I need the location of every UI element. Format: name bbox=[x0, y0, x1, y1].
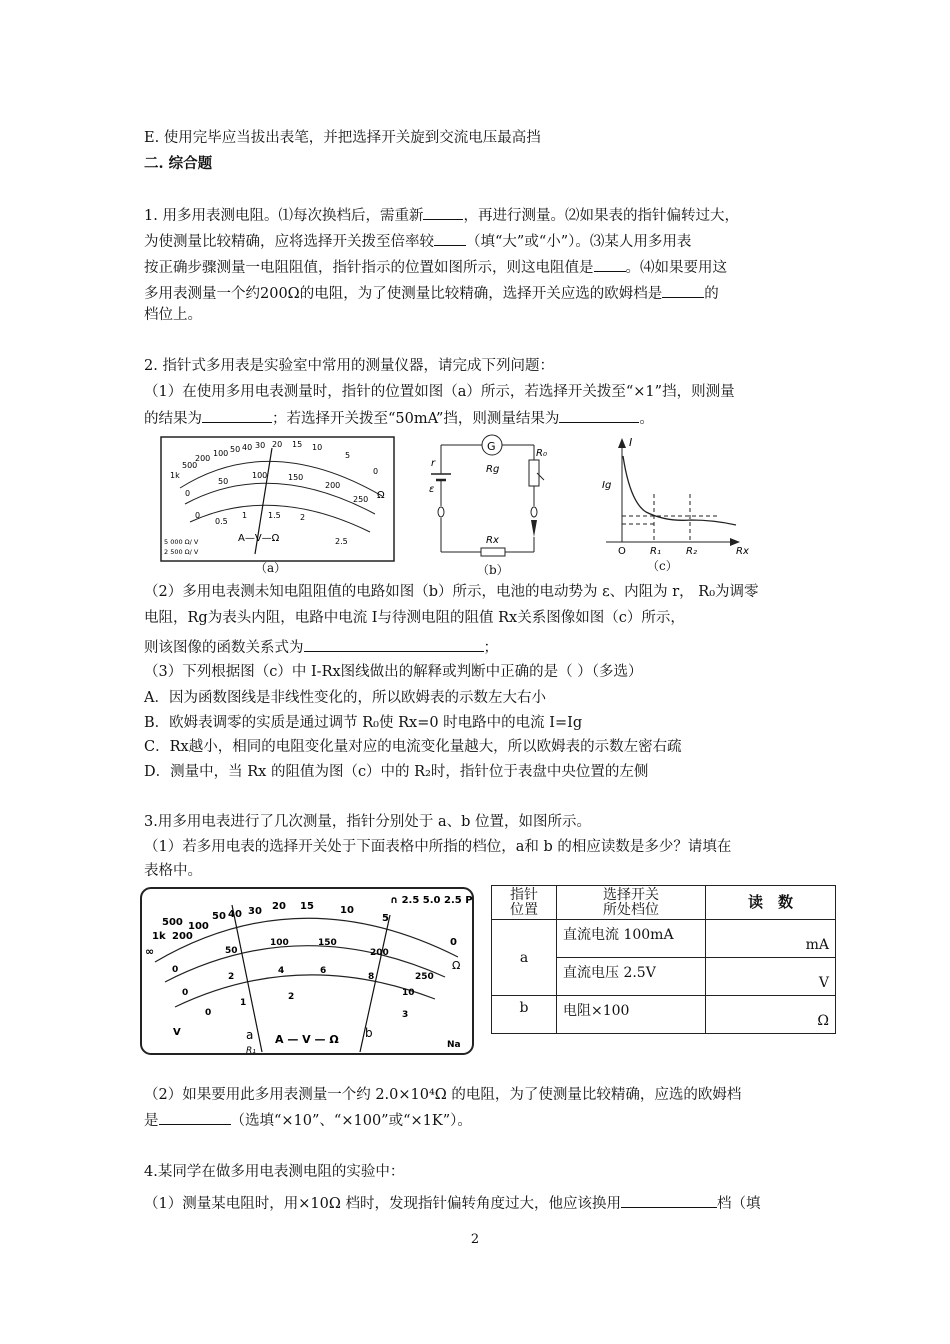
rx-label: Rx bbox=[486, 535, 499, 546]
page-number: 2 bbox=[470, 1232, 480, 1247]
center-label: A—V—Ω bbox=[238, 533, 280, 544]
ac3-6: 6 bbox=[320, 966, 327, 976]
ohm-500: 500 bbox=[162, 917, 183, 928]
ac3-2: 2 bbox=[228, 972, 235, 982]
q2-line7: （3）下列根据图（c）中 I-Rx图线做出的解释或判断中正确的是（ ）（多选） bbox=[144, 664, 643, 680]
ohm-label-200: 200 bbox=[195, 454, 211, 463]
omega-3: Ω bbox=[452, 959, 461, 972]
q3-line3: 表格中。 bbox=[144, 863, 202, 879]
r1-3: R₁ bbox=[246, 1046, 256, 1056]
header-range: 选择开关 所处档位 bbox=[557, 886, 706, 920]
ohm-15: 15 bbox=[300, 901, 314, 912]
ac2-0: 0 bbox=[205, 1008, 212, 1018]
row-a-unit[interactable]: mA bbox=[706, 920, 836, 958]
q2-option-c: C．Rx越小，相同的电阻变化量对应的电流变化量越大，所以欧姆表的示数左密右疏 bbox=[144, 739, 682, 755]
ohm-label-50: 50 bbox=[230, 445, 241, 454]
q1-line5: 档位上。 bbox=[144, 307, 202, 323]
ac-1: 1 bbox=[242, 511, 248, 520]
figure-b-circuit bbox=[426, 432, 560, 562]
ac3-8: 8 bbox=[368, 972, 375, 982]
dc-200: 200 bbox=[325, 481, 341, 490]
dc3-150: 150 bbox=[318, 938, 337, 948]
ohm-label-500: 500 bbox=[182, 461, 198, 470]
q2-line2: （1）在使用多用电表测量时，指针的位置如图（a）所示，若选择开关拨至“×1”挡，则测量 bbox=[144, 384, 735, 400]
ohm-label-5: 5 bbox=[345, 451, 351, 460]
dc-0: 0 bbox=[185, 489, 191, 498]
ac-05: 0.5 bbox=[215, 517, 228, 526]
dc3-50: 50 bbox=[225, 946, 238, 956]
header-position: 指针 位置 bbox=[492, 886, 557, 920]
row-b-position: b bbox=[492, 996, 557, 1034]
dc-50: 50 bbox=[218, 477, 229, 486]
caption-b: （b） bbox=[477, 563, 509, 577]
omega-label: Ω bbox=[377, 490, 385, 501]
q3-line1: 3.用多用电表进行了几次测量，指针分别处于 a、b 位置，如图所示。 bbox=[144, 814, 591, 830]
left-label-2: 2 500 Ω/ V bbox=[164, 548, 199, 556]
ac-25: 2.5 bbox=[335, 537, 348, 546]
r0-label: R₀ bbox=[536, 448, 547, 459]
q2-line1: 2. 指针式多用表是实验室中常用的测量仪器，请完成下列问题： bbox=[144, 358, 554, 374]
ohm-label-30: 30 bbox=[255, 441, 266, 450]
ohm-20: 20 bbox=[272, 901, 286, 912]
center-3: A — V — Ω bbox=[275, 1033, 339, 1046]
galvanometer-label: G bbox=[487, 440, 496, 453]
q4-line1: 4.某同学在做多用电表测电阻的实验中： bbox=[144, 1164, 405, 1180]
ohm-10: 10 bbox=[340, 905, 354, 916]
dc3-250: 250 bbox=[415, 972, 434, 982]
dc3-200: 200 bbox=[370, 948, 389, 958]
ohm-100: 100 bbox=[188, 921, 209, 932]
left-label-1: 5 000 Ω/ V bbox=[164, 538, 199, 546]
caption-c: （c） bbox=[647, 559, 678, 573]
emf-label: ε bbox=[429, 484, 435, 495]
r1-label: R₁ bbox=[650, 546, 661, 557]
ohm-50: 50 bbox=[212, 911, 226, 922]
ohm-label-100: 100 bbox=[213, 449, 229, 458]
ohm-label-15: 15 bbox=[292, 440, 303, 449]
q1-line3: 按正确步骤测量一电阻阻值，指针指示的位置如图所示，则这电阻值是 。⑷如果要用这 bbox=[144, 257, 727, 278]
q3-line4: （2）如果要用此多用表测量一个约 2.0×10⁴Ω 的电阻，为了使测量比较精确，应选的欧姆档 bbox=[144, 1087, 742, 1103]
rx-axis: Rx bbox=[736, 546, 749, 557]
q2-option-d: D．测量中，当 Rx 的阻值为图（c）中的 R₂时，指针位于表盘中央位置的左侧 bbox=[144, 764, 649, 780]
axis-ig: Ig bbox=[602, 480, 612, 491]
rg-label: Rg bbox=[486, 464, 500, 475]
q3-line2: （1）若多用电表的选择开关处于下面表格中所指的档位，a和 b 的相应读数是多少？请填在 bbox=[144, 839, 732, 855]
ac2-3: 3 bbox=[402, 1010, 409, 1020]
q3-line5: 是 （选填“×10”、“×100”或“×1K”）。 bbox=[144, 1110, 472, 1131]
q1-line4: 多用表测量一个约200Ω的电阻，为了使测量比较精确，选择开关应选的欧姆档是 的 bbox=[144, 283, 719, 304]
ohm-label-0: 0 bbox=[373, 467, 379, 476]
q2-option-a: A．因为函数图线是非线性变化的，所以欧姆表的示数左大右小 bbox=[144, 690, 546, 706]
ohm-40: 40 bbox=[228, 909, 242, 920]
ohm-label-40: 40 bbox=[242, 443, 253, 452]
ac-15: 1.5 bbox=[268, 511, 281, 520]
dc3-0: 0 bbox=[172, 965, 179, 975]
dc-100: 100 bbox=[252, 471, 268, 480]
ohm-label-1k: 1k bbox=[170, 471, 180, 480]
r-label: r bbox=[431, 458, 436, 469]
r2-label: R₂ bbox=[686, 546, 697, 557]
ohm-label-20: 20 bbox=[272, 440, 283, 449]
ac3-10: 10 bbox=[402, 988, 415, 998]
q1-line2: 为使测量比较精确，应将选择开关拨至倍率较 （填“大”或“小”）。⑶某人用多用表 bbox=[144, 231, 691, 252]
pointer-b-label: b bbox=[365, 1026, 373, 1040]
ohm-label-10: 10 bbox=[312, 443, 323, 452]
q1-line1: 1. 用多用表测电阻。⑴每次换档后，需重新 ，再进行测量。⑵如果表的指针偏转过大， bbox=[144, 205, 739, 226]
ohm-0: 0 bbox=[450, 937, 457, 948]
row-a2-unit[interactable]: V bbox=[706, 958, 836, 996]
ohm-inf: ∞ bbox=[145, 945, 155, 958]
ohm-200: 200 bbox=[172, 931, 193, 942]
ac-0: 0 bbox=[195, 511, 201, 520]
q2-option-b: B．欧姆表调零的实质是通过调节 R₀使 Rx=0 时电路中的电流 I=Ig bbox=[144, 715, 583, 731]
figure-a-meter bbox=[160, 436, 395, 564]
ac3-4: 4 bbox=[278, 966, 285, 976]
ohm-30: 30 bbox=[248, 906, 262, 917]
q2-line6: 则该图像的函数关系式为 ； bbox=[144, 637, 498, 658]
q4-line2: （1）测量某电阻时，用×10Ω 档时，发现指针偏转角度过大，他应该换用 档（填 bbox=[144, 1193, 760, 1214]
ac3-0: 0 bbox=[182, 988, 189, 998]
row-b-range: 电阻×100 bbox=[557, 996, 706, 1034]
reading-table bbox=[491, 885, 836, 1034]
q2-line5: 电阻，Rg为表头内阻，电路中电流 I与待测电阻的阻值 Rx关系图像如图（c）所示， bbox=[144, 610, 685, 626]
row-b-unit[interactable]: Ω bbox=[706, 996, 836, 1034]
ac2-2: 2 bbox=[288, 992, 295, 1002]
axis-i: I bbox=[629, 436, 633, 449]
dc-150: 150 bbox=[288, 473, 304, 482]
ac2-1: 1 bbox=[240, 998, 247, 1008]
brand: Na bbox=[447, 1040, 461, 1050]
q2-line4: （2）多用电表测未知电阻阻值的电路如图（b）所示，电池的电动势为 ε、内阻为 r， R₀为调零 bbox=[144, 584, 759, 600]
dc-250: 250 bbox=[353, 495, 369, 504]
figure-3-meter bbox=[140, 887, 475, 1057]
header-reading: 读 数 bbox=[706, 886, 836, 920]
row-a-range: 直流电流 100mA bbox=[557, 920, 706, 958]
caption-a: （a） bbox=[255, 561, 287, 575]
v-label: V bbox=[173, 1027, 181, 1038]
figure-c-graph bbox=[596, 432, 756, 562]
pointer-a-label: a bbox=[246, 1028, 254, 1042]
dc3-100: 100 bbox=[270, 938, 289, 948]
top-right-label: ∩ 2.5 5.0 2.5 P bbox=[390, 895, 473, 906]
origin: O bbox=[618, 546, 626, 557]
ohm-1k: 1k bbox=[152, 931, 166, 942]
q2-line3: 的结果为 ；若选择开关拨至“50mA”挡，则测量结果为 。 bbox=[144, 408, 654, 429]
row-a-position: a bbox=[492, 920, 557, 996]
option-e: E. 使用完毕应当拔出表笔，并把选择开关旋到交流电压最高挡 bbox=[144, 130, 541, 146]
section-title: 二. 综合题 bbox=[144, 155, 213, 172]
ohm-5: 5 bbox=[382, 913, 389, 924]
row-a2-range: 直流电压 2.5V bbox=[557, 958, 706, 996]
ac-2: 2 bbox=[300, 513, 306, 522]
